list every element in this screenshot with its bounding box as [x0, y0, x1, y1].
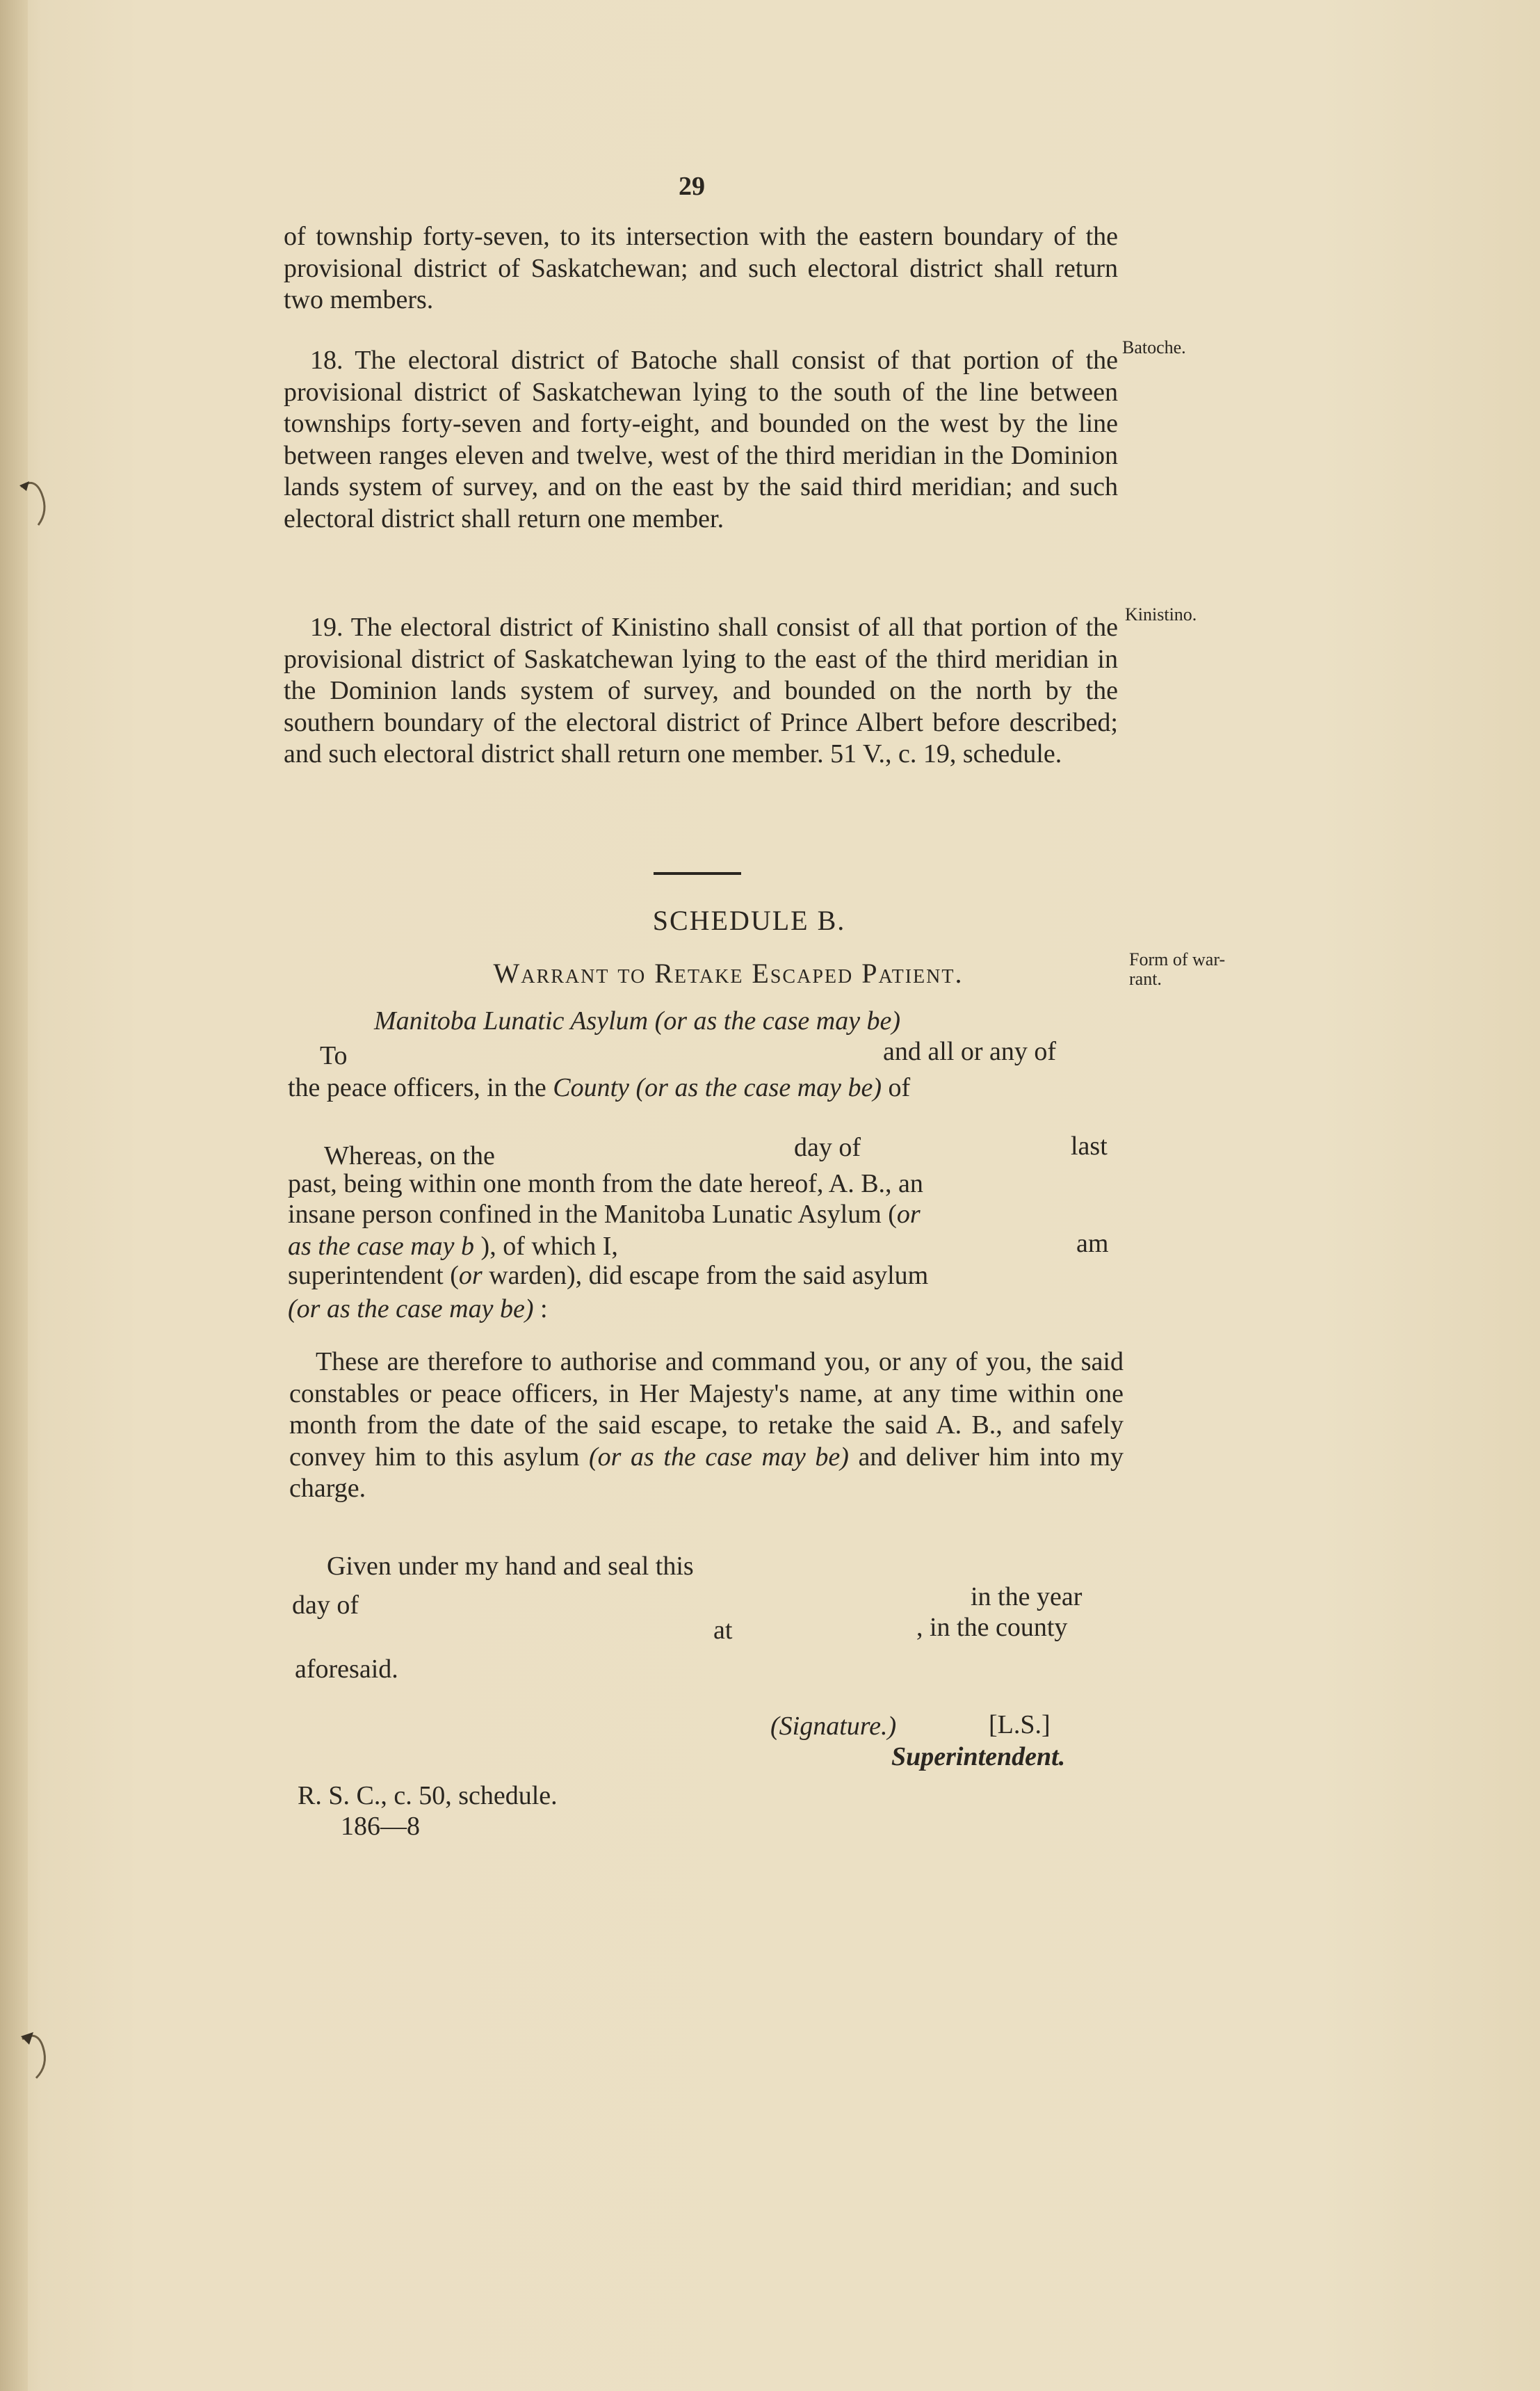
given-line-3b: , in the county: [916, 1613, 1068, 1642]
these-paragraph: [289, 1346, 1124, 1505]
margin-note-kinistino: Kinistino.: [1125, 604, 1197, 625]
whereas-line-3-a: insane person confined in the Manitoba Lunatic Asylum (: [288, 1200, 897, 1229]
officers-paren: (or as the case may be): [635, 1073, 882, 1102]
signature-text: (Signature.): [770, 1712, 897, 1741]
signature-mark: 186—8: [341, 1812, 420, 1841]
whereas-line-4-end: am: [1076, 1229, 1109, 1258]
to-tail: and all or any of: [883, 1037, 1057, 1066]
warrant-title: Warrant to Retake Escaped Patient.: [493, 958, 964, 989]
given-line-3a: at: [713, 1616, 733, 1645]
margin-note-form-line2: rant.: [1129, 969, 1162, 989]
section-divider: [654, 872, 741, 875]
schedule-title: SCHEDULE B.: [652, 905, 846, 936]
whereas-line-4: [288, 1231, 618, 1262]
whereas-line-6-end: :: [533, 1294, 548, 1323]
officers-start: the peace officers, in the: [288, 1073, 546, 1102]
these-text: These are therefore to authorise and command you, or any of you, the said constables or peace officers, in Her Majesty's name, at any time within one month from the date of the said escape, to retake the said A. B., and safely convey him to this asylum: [289, 1347, 1124, 1472]
margin-note-form-line1: Form of war-: [1129, 949, 1226, 969]
whereas-line-5-b: warden), did escape from the said asylum: [482, 1261, 929, 1290]
whereas-line-3-or: or: [896, 1200, 921, 1229]
signature-label: [770, 1711, 896, 1742]
officers-end: of: [888, 1073, 911, 1102]
whereas-last: last: [1071, 1132, 1108, 1161]
section-19-citation: 51 V., c. 19, schedule.: [830, 739, 1062, 768]
whereas-line-6-italic: (or as the case may be): [288, 1294, 534, 1323]
asylum-name: Manitoba Lunatic Asylum: [374, 1006, 649, 1036]
given-line-1: Given under my hand and seal this: [327, 1552, 694, 1581]
given-line-4: aforesaid.: [295, 1655, 398, 1684]
margin-mark-bottom: [14, 2024, 63, 2086]
citation-bottom: R. S. C., c. 50, schedule.: [298, 1781, 558, 1810]
margin-note-form: [1129, 950, 1225, 989]
superintendent-label: [891, 1741, 1065, 1773]
whereas-line-2: past, being within one month from the date hereof, A. B., an: [288, 1169, 923, 1198]
asylum-line: [374, 1006, 900, 1037]
these-italic: (or as the case may be): [589, 1442, 849, 1472]
officers-line: [288, 1072, 910, 1104]
whereas-line-5-or: or: [458, 1261, 483, 1290]
these-end: and deliver him into my charge.: [289, 1442, 1124, 1503]
given-line-2b: in the year: [971, 1582, 1083, 1611]
whereas-line-4-mid: ), of which I,: [474, 1232, 618, 1261]
section-19-text: 19. The electoral district of Kinistino shall consist of all that portion of the provisional district of Saskatchewan lying to the east of the third meridian in the Dominion lands system of survey, and bounded on the north by the southern boundary of the electoral district of Prince Albert before described; and such electoral district shall return one member.: [284, 613, 1118, 768]
whereas-line-5: [288, 1260, 928, 1291]
whereas-line-4-italic: as the case may b: [288, 1232, 475, 1261]
seal-label: [L.S.]: [989, 1710, 1051, 1739]
section-17-tail: of township forty-seven, to its intersection with the eastern boundary of the provisional district of Saskatchewan; and such electoral district shall return two members.: [284, 222, 1118, 314]
page-number: 29: [679, 172, 705, 201]
section-19: [284, 612, 1118, 771]
superintendent-text: Superintendent.: [891, 1742, 1066, 1771]
asylum-paren: (or as the case may be): [654, 1006, 901, 1036]
margin-note-batoche: Batoche.: [1122, 337, 1186, 357]
to-word: To: [320, 1041, 348, 1070]
whereas-line-6: [288, 1294, 548, 1325]
whereas-start: Whereas, on the: [324, 1141, 495, 1170]
given-line-2a: day of: [292, 1591, 359, 1620]
officers-county: County: [553, 1073, 630, 1102]
margin-mark-top: [14, 473, 63, 536]
whereas-line-5-a: superintendent (: [288, 1261, 459, 1290]
section-18: 18. The electoral district of Batoche shall consist of that portion of the provisional district of Saskatchewan lying to the south of the line between townships forty-seven and forty-eight, and bounded on the west by the line between ranges eleven and twelve, west of the third meridian in the Dominion lands system of survey, and on the east by the said third meridian; and such electoral district shall return one member.: [284, 346, 1118, 533]
whereas-line-3: [288, 1199, 921, 1230]
whereas-day-of: day of: [794, 1133, 861, 1162]
